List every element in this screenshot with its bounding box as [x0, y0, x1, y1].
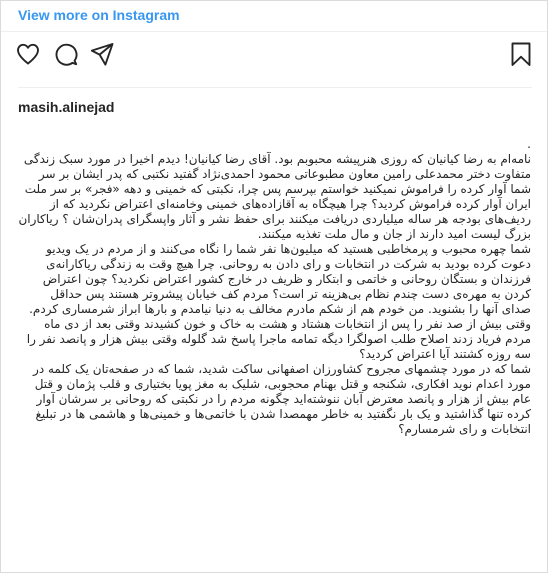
caption-lead: . — [527, 137, 531, 151]
share-icon[interactable] — [89, 41, 115, 67]
post-username[interactable]: masih.alinejad — [18, 99, 115, 115]
caption-paragraph: شما که در مورد چشمهای مجروح کشاورزان اصفهانی ساکت شدید، شما که در صفحه‌تان یک کلمه در مورد اعدام نوید افکاری، شکنجه و قتل بهنام محجوبی، شلیک به مغز پویا بختیاری و قلب پژمان و قتل عام بیش از هزار و پانصد معترض آبان ننوشته‌اید چگونه مردم را در نکبتی که روحانی بر سرشان آوار کرده تنها گذاشتید و یک بار نگفتید به خاطر مهمصدا شدن با خاتمی‌ها و خمینی‌ها و هاشمی ها در تبلیغ انتخابات و رای شرمسارم؟ — [33, 362, 531, 436]
heart-icon[interactable] — [15, 41, 41, 67]
caption-paragraph: وقتی بیش از صد نفر را پس از انتخابات هشتاد و هشت به خاک و خون کشیدند وقتی بعد از دی ماه مردم فریاد زدند اصلاح طلب اصولگرا دیگه تمامه ماجرا پاسخ شد گلوله وقتی بیش هزار و پانصد نفر را سه روزه کشتند آیا اعتراض کردید؟ — [26, 317, 531, 361]
caption-paragraph: نامه‌ام به رضا کیانیان که روزی هنرپیشه محبوبم بود. آقای رضا کیانیان! دیدم اخیرا در مورد سبک زندگی متفاوت دختر محمدعلی رامین معاون مطبوعاتی محمود احمدی‌نژاد گفتید نکتبی که پدر ایشان بر سر شما آوار کرده را فراموش نمیکنید خواستم بپرسم پس چرا، نکبتی که خمینی و دهه «فجر» بر سر ملت ایران آوار کرده فراموش کردید؟ چرا هیچگاه به آقازاده‌های خمینی وخامنه‌ای اعتراض نکردید که از ردیف‌های بودجه هر ساله میلیاردی دریافت میکنند برای حفظ نشر و آثار واپسگرای پدران‌شان ؟ ریاکاران بزرگ لیست امید دارند از جان و مال ملت تغذیه میکنند. — [18, 152, 531, 241]
caption-paragraph: شما چهره محبوب و پرمخاطبی هستید که میلیون‌ها نفر شما را نگاه می‌کنند و از مردم در یک ویدیو دعوت کرده بودید به شرکت در انتخابات و رای دادن به روحانی. چرا هیچ وقت به زندگی ریاکارانه‌ی فرزندان و بستگان روحانی و خاتمی و ابتکار و ظریف در خارج کشور اعتراض نکردید؟ چون اعتراض کردن به مهره‌ی دست چندم نظام بی‌هزینه تر است؟ مردم کف خیابان پیشروتر هستند پس حداقل صدای آنها را بشنوید. من خودم هم از شکم مادرم مخالف به دنیا نیامدم و بارها ابراز شرمساری کردم. — [29, 242, 531, 316]
comment-icon[interactable] — [53, 41, 79, 67]
divider — [18, 87, 532, 88]
post-caption — [18, 137, 531, 437]
view-more-on-instagram-link[interactable]: View more on Instagram — [18, 7, 180, 23]
bookmark-icon[interactable] — [508, 41, 534, 67]
divider — [1, 31, 548, 32]
post-actions-bar — [1, 41, 548, 71]
